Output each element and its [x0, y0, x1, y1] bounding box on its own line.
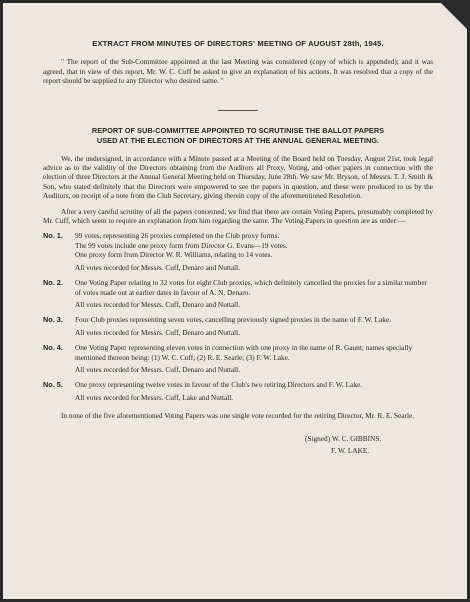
item-line: One proxy representing twelve votes in favour of the Club's two retiring Directors and F. W. Lake. — [75, 380, 363, 390]
item-recorded: All votes recorded for Messrs. Cuff, Denaro and Nuttall. — [75, 364, 241, 374]
item-recorded: All votes recorded for Messrs. Cuff, Denaro and Nuttall. — [75, 327, 241, 337]
signature-block — [43, 433, 433, 457]
report-paragraph-2: After a very careful scrutiny of all the papers concerned, we find that there are certain Voting Papers, presumably completed by Mr. Cuff, which seem to require an explanation from him regarding the same. The Voting Papers in question are as under:— — [43, 206, 433, 226]
voting-papers-list — [43, 231, 433, 402]
report-title — [43, 126, 433, 146]
folded-corner — [441, 3, 467, 29]
closing-paragraph: In none of the five aforementioned Voting Papers was one single vote recorded for the retiring Director, Mr. R. E. Searle. — [61, 411, 415, 421]
minutes-extract: " The report of the Sub-Committee appointed at the last Meeting was considered (copy of which is appended); and it was agreed, that in view of this report, Mr. W. C. Cuff be asked to give an explanation of his actions. It was resolved that a copy of the report should be supplied to any Director who desired same. " — [43, 57, 433, 86]
item-number: No. 5. — [43, 380, 63, 390]
item-line: Four Club proxies representing seven votes, cancelling previously signed proxies in the name of F. W. Lake. — [75, 315, 391, 325]
section-divider — [218, 110, 258, 111]
report-paragraph-1: We, the undersigned, in accordance with a Minute passed at a Meeting of the Board held on Tuesday, August 21st, took legal advice as to the validity of the Directors obtaining from the Auditors all Proxy, Voting, and other papers in connection with the election of three Directors at the Annual General Meeting held on Thursday, June 28th. We saw Mr. Bryson, of Messrs. T. J. Smith & Son, who stated definitely that the Directors were empowered to see the papers in question, and these were produced to us by the Auditors, on receipt of a note from the Club Secretary, giving therein copy of the aforementioned Resolution. — [43, 153, 433, 201]
document-page — [3, 3, 467, 599]
minutes-heading: EXTRACT FROM MINUTES OF DIRECTORS' MEETING OF AUGUST 28th, 1945. — [92, 39, 384, 48]
voting-paper-item — [43, 315, 433, 337]
item-recorded: All votes recorded for Messrs. Cuff, Denaro and Nuttall. — [75, 299, 241, 309]
item-line: One Voting Paper representing eleven votes in connection with one proxy in the name of R. Gaunt; names specially mentioned thereon being: (1) W. C. Cuff; (2) R. E. Searle; (3) F. W. Lake. — [75, 343, 413, 362]
item-line: One Voting Paper relating to 32 votes for eight Club proxies, which definitely cancelled the proxies for a similar number of votes made out at earlier dates in favour of A. N. Denaro. — [75, 278, 427, 297]
item-number: No. 2. — [43, 278, 63, 288]
item-recorded: All votes recorded for Messrs. Cuff, Denaro and Nuttall. — [75, 262, 241, 272]
item-line: The 99 votes include one proxy form from Director G. Evans—19 votes. — [75, 240, 288, 250]
report-title-line-1: REPORT OF SUB-COMMITTEE APPOINTED TO SCRUTINISE THE BALLOT PAPERS — [91, 125, 385, 135]
item-line: 99 votes, representing 26 proxies completed on the Club proxy forms. — [75, 231, 280, 241]
document-content — [43, 39, 433, 457]
voting-paper-item — [43, 343, 433, 374]
voting-paper-item — [43, 380, 433, 402]
signature-lake: F. W. LAKE. — [331, 445, 370, 455]
item-number: No. 4. — [43, 343, 63, 353]
item-line: One proxy form from Director W. R. Williams, relating to 14 votes. — [75, 250, 273, 260]
item-number: No. 1. — [43, 231, 63, 241]
report-title-line-2: USED AT THE ELECTION OF DIRECTORS AT THE ANNUAL GENERAL MEETING. — [96, 135, 380, 145]
voting-paper-item — [43, 278, 433, 309]
item-number: No. 3. — [43, 315, 63, 325]
item-recorded: All votes recorded for Messrs. Cuff, Lake and Nuttall. — [75, 392, 234, 402]
voting-paper-item — [43, 231, 433, 272]
signature-gibbins: (Signed) W. C. GIBBINS. — [305, 433, 382, 443]
